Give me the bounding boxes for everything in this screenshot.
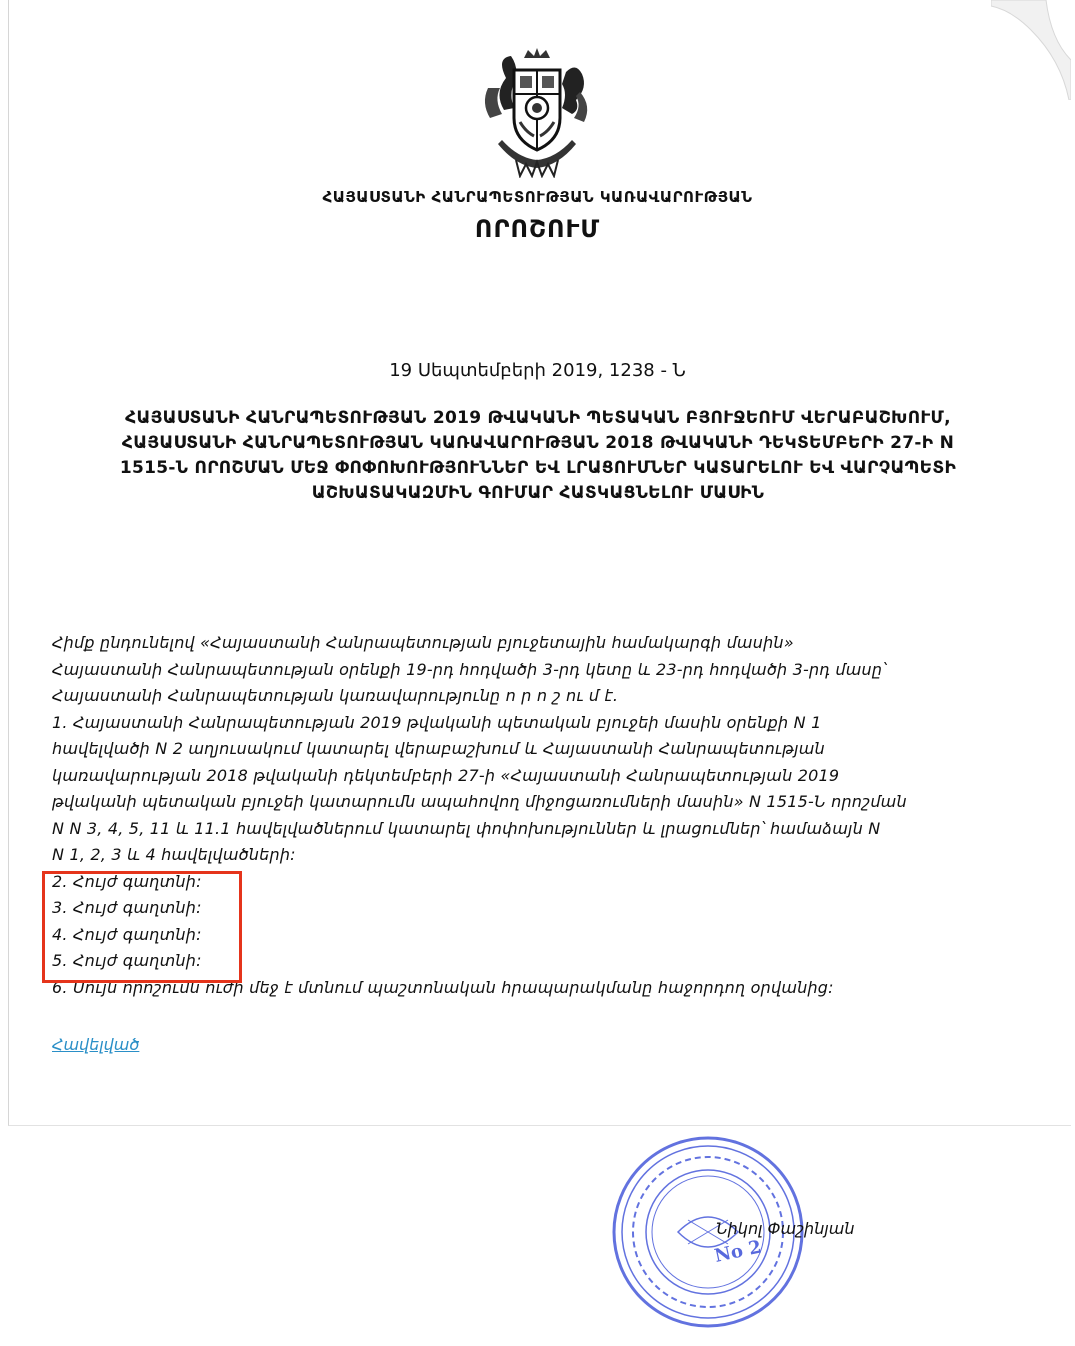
body-line: հավելվածի N 2 աղյուսակում կատարել վերաբաշխում և Հայաստանի Հանրապետության xyxy=(52,739,825,758)
body-line: 1. Հայաստանի Հանրապետության 2019 թվականի պետական բյուջեի մասին օրենքի N 1 xyxy=(52,712,822,732)
stamp-number: No 2 xyxy=(712,1236,764,1267)
body-line: N 1, 2, 3 և 4 հավելվածների: xyxy=(52,845,296,864)
classified-item: 3. Հույժ գաղտնի: xyxy=(52,898,202,917)
title-line: ԱՇԽԱՏԱԿԱԶՄԻՆ ԳՈՒՄԱՐ ՀԱՏԿԱՑՆԵԼՈՒ ՄԱՍԻՆ xyxy=(311,483,765,503)
signature-name: Նիկոլ Փաշինյան xyxy=(716,1219,855,1238)
body-line: N N 3, 4, 5, 11 և 11.1 հավելվածներում կատարել փոփոխություններ և լրացումներ՝ համաձայն N xyxy=(52,818,881,838)
attachment-link[interactable]: Հավելված xyxy=(52,1035,140,1054)
page-curl-icon xyxy=(991,0,1071,100)
body-line: Հայաստանի Հանրապետության օրենքի 19-րդ հոդվածի 3-րդ կետը և 23-րդ հոդվածի 3-րդ մասը՝ xyxy=(52,659,887,679)
highlight-box xyxy=(42,871,242,983)
government-header: ՀԱՅԱՍՏԱՆԻ ՀԱՆՐԱՊԵՏՈՒԹՅԱՆ ԿԱՌԱՎԱՐՈՒԹՅԱՆ xyxy=(322,188,753,206)
body-line: Հիմք ընդունելով «Հայաստանի Հանրապետության բյուջետային համակարգի մասին» xyxy=(52,633,794,652)
title-line: ՀԱՅԱՍՏԱՆԻ ՀԱՆՐԱՊԵՏՈՒԹՅԱՆ ԿԱՌԱՎԱՐՈՒԹՅԱՆ 2018 ԹՎԱԿԱՆԻ ԴԵԿՏԵՄԲԵՐԻ 27-Ի N xyxy=(121,433,955,453)
document-type: ՈՐՈՇՈՒՄ xyxy=(474,215,601,243)
title-line: 1515-Ն ՈՐՈՇՄԱՆ ՄԵՋ ՓՈՓՈԽՈՒԹՅՈՒՆՆԵՐ ԵՎ ԼՐԱՑՈՒՄՆԵՐ ԿԱՏԱՐԵԼՈՒ ԵՎ ՎԱՐՉԱՊԵՏԻ xyxy=(119,458,957,478)
title-line: ՀԱՅԱՍՏԱՆԻ ՀԱՆՐԱՊԵՏՈՒԹՅԱՆ 2019 ԹՎԱԿԱՆԻ ՊԵՏԱԿԱՆ ԲՅՈՒՋԵՈՒՄ ՎԵՐԱԲԱՇԽՈՒՄ, xyxy=(125,408,951,428)
body-line: թվականի պետական բյուջեի կատարումն ապահովող միջոցառումների մասին» N 1515-Ն որոշման xyxy=(52,792,907,811)
decision-date-number: 19 Սեպտեմբերի 2019, 1238 - Ն xyxy=(389,360,686,381)
classified-item: 2. Հույժ գաղտնի: xyxy=(52,871,202,891)
coat-of-arms-icon xyxy=(476,48,598,178)
body-line: կառավարության 2018 թվականի դեկտեմբերի 27-ի «Հայաստանի Հանրապետության 2019 xyxy=(52,765,840,785)
body-line: 6. Սույն որոշումն ուժի մեջ է մտնում պաշտոնական հրապարակմանը հաջորդող օրվանից: xyxy=(52,977,834,997)
body-line: Հայաստանի Հանրապետության կառավարությունը ո ր ո շ ու մ է. xyxy=(52,686,619,705)
classified-item: 5. Հույժ գաղտնի: xyxy=(52,951,202,970)
decision-title xyxy=(58,406,1018,506)
classified-item: 4. Հույժ գաղտնի: xyxy=(52,924,202,944)
